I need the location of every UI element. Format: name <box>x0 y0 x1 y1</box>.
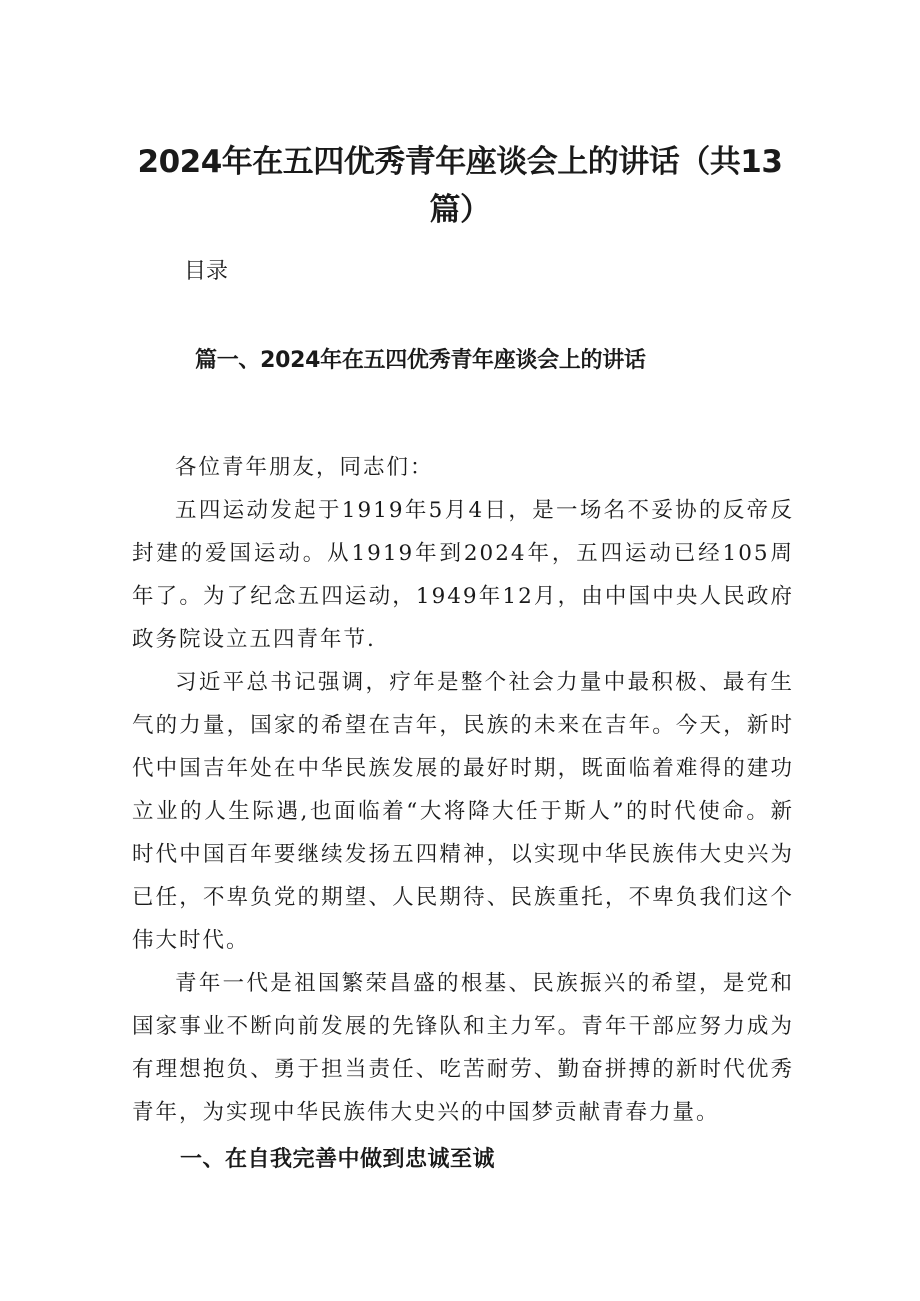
paragraph-text: 青年一代是祖国繁荣昌盛的根基、民族振兴的希望，是党和国家事业不断向前发展的先锋队和主力军。青年干部应努力成为有理想抱负、勇于担当责任、吃苦耐劳、勤奋拼搏的新时代优秀青年，为实现中华民族伟大史兴的中国梦贡献青春力量。 <box>132 971 794 1125</box>
section-title: 篇一、2024年在五四优秀青年座谈会上的讲话 <box>195 348 646 373</box>
section-heading: 一、在自我完善中做到忠诚至诚 <box>180 1147 496 1172</box>
paragraph <box>132 962 794 1134</box>
paragraph <box>132 489 794 661</box>
document-title: 2024年在五四优秀青年座谈会上的讲话（共13篇） <box>137 144 783 228</box>
greeting-text: 各位青年朋友，同志们： <box>175 455 434 480</box>
paragraph <box>132 661 794 962</box>
paragraph-text: 五四运动发起于1919年5月4日，是一场名不妥协的反帝反封建的爱国运动。从1919年到2024年，五四运动已经105周年了。为了纪念五四运动，1949年12月，由中国中央人民政府政务院设立五四青年节. <box>132 498 794 652</box>
paragraph-text: 习近平总书记强调，疗年是整个社会力量中最积极、最有生气的力量，国家的希望在吉年，民族的未来在吉年。今天，新时代中国吉年处在中华民族发展的最好时期，既面临着难得的建功立业的人生际遇,也面临着“大将降大任于斯人”的时代使命。新时代中国百年要继续发扬五四精神，以实现中华民族伟大史兴为已任，不卑负党的期望、人民期待、民族重托，不卑负我们这个伟大时代。 <box>132 670 794 953</box>
greeting <box>132 446 794 489</box>
toc-label: 目录 <box>184 259 229 284</box>
